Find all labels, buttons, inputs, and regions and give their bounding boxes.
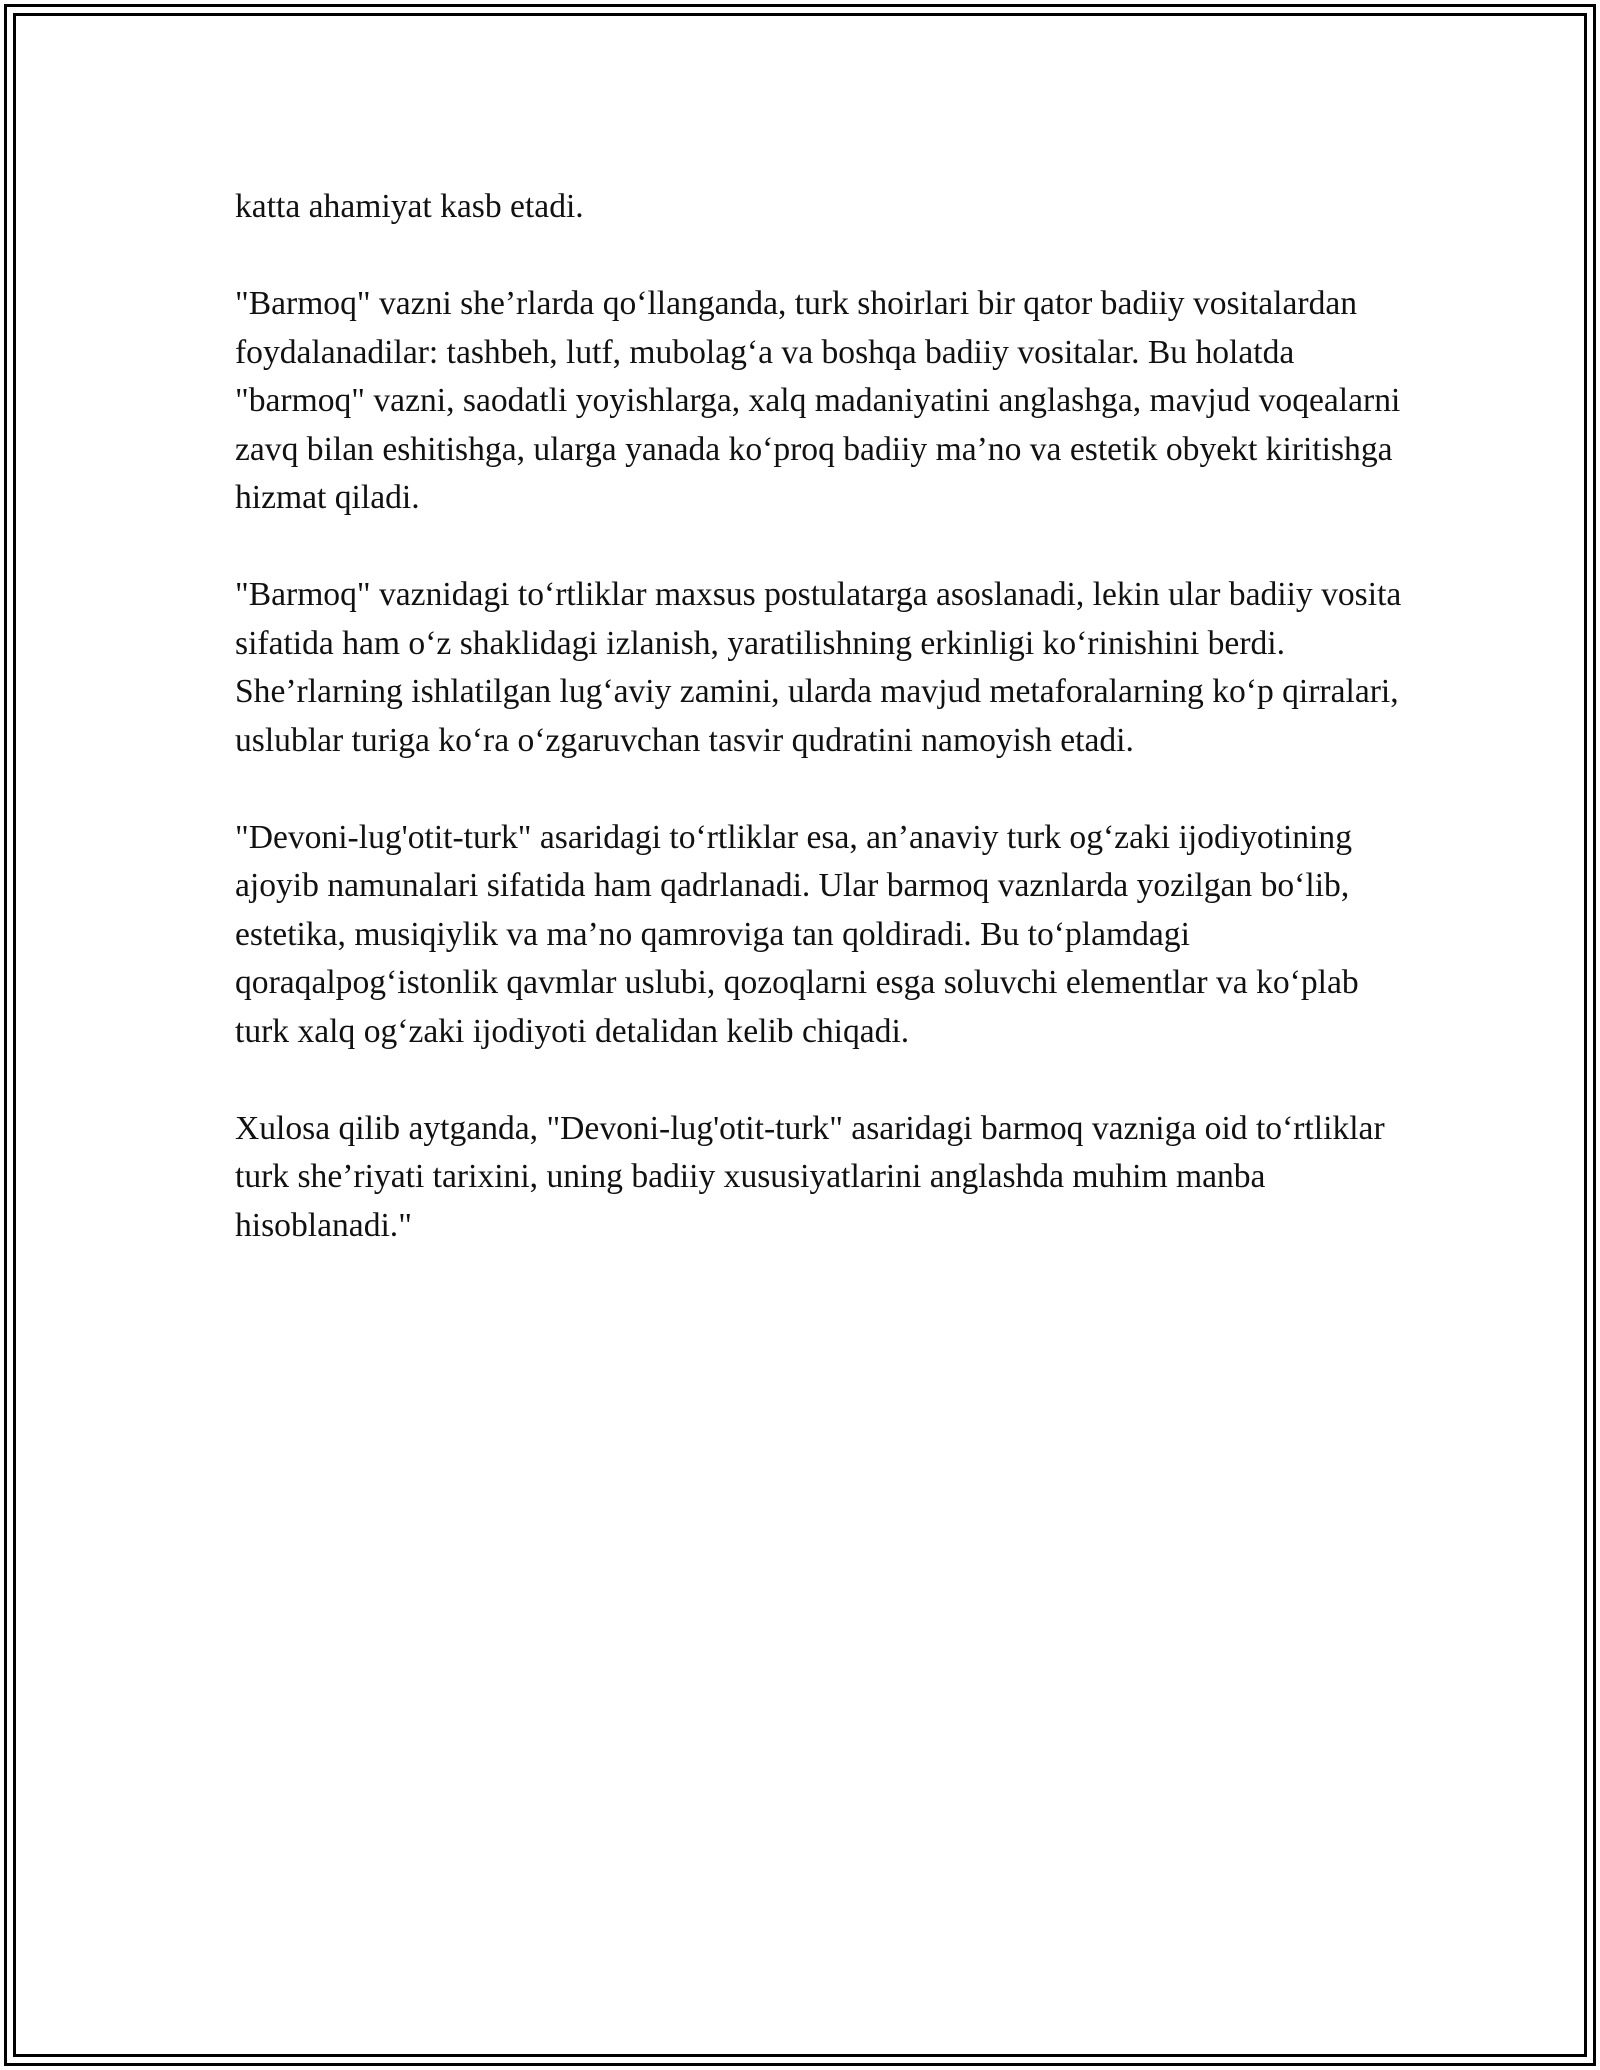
paragraph: "Barmoq" vaznidagi to‘rtliklar maxsus postulatarga asoslanadi, lekin ular badiiy vosita sifatida ham o‘z shaklidagi izlanish, yaratilishning erkinligi ko‘rinishini berdi. She’rlarning ishlatilgan lug‘aviy zamini, ularda mavjud metaforalarning ko‘p qirralari, uslublar turiga ko‘ra o‘zgaruvchan tasvir qudratini namoyish etadi. xyxy=(235,576,1402,759)
paragraph: "Barmoq" vazni she’rlarda qo‘llanganda, turk shoirlari bir qator badiiy vositalardan foydalanadilar: tashbeh, lutf, mubolag‘a va boshqa badiiy vositalar. Bu holatda "barmoq" vazni, saodatli yoyishlarga, xalq madaniyatini anglashga, mavjud voqealarni zavq bilan eshitishga, ularga yanada ko‘proq badiiy ma’no va estetik obyekt kiritishga hizmat qiladi. xyxy=(235,285,1401,516)
paragraph: Xulosa qilib aytganda, "Devoni-lug'otit-turk" asaridagi barmoq vazniga oid to‘rtliklar turk she’riyati tarixini, uning badiiy xususiyatlarini anglashda muhim manba hisoblanadi." xyxy=(235,1109,1385,1244)
document-body xyxy=(235,183,1415,1299)
paragraph: katta ahamiyat kasb etadi. xyxy=(235,188,584,225)
paragraph: "Devoni-lug'otit-turk" asaridagi to‘rtliklar esa, an’anaviy turk og‘zaki ijodiyotining ajoyib namunalari sifatida ham qadrlanadi. Ular barmoq vaznlarda yozilgan bo‘lib, estetika, musiqiylik va ma’no qamroviga tan qoldiradi. Bu to‘plamdagi qoraqalpog‘istonlik qavmlar uslubi, qozoqlarni esga soluvchi elementlar va ko‘plab turk xalq og‘zaki ijodiyoti detalidan kelib chiqadi. xyxy=(235,818,1359,1050)
